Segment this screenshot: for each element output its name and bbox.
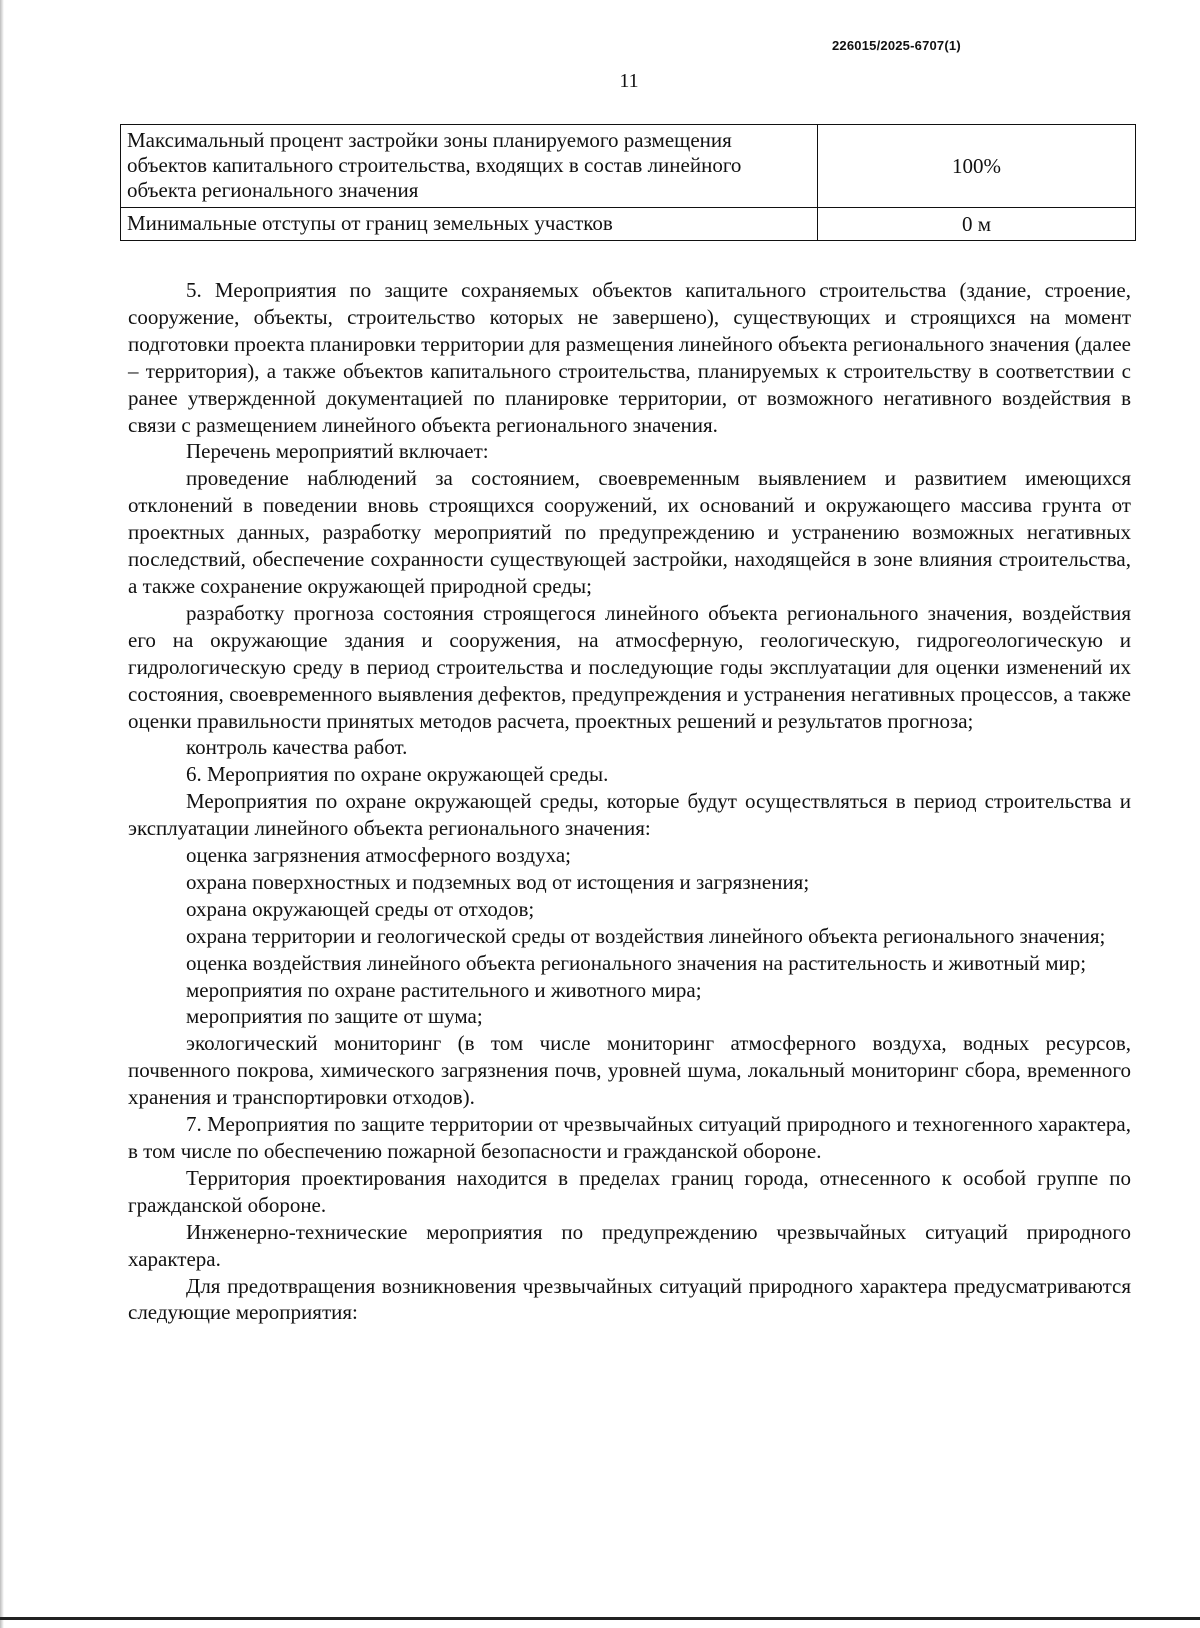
paragraph: Перечень мероприятий включает: (186, 439, 489, 464)
table-cell-value: 100% (818, 125, 1136, 208)
paragraph: охрана поверхностных и подземных вод от истощения и загрязнения; (186, 869, 810, 894)
paragraph: проведение наблюдений за состоянием, своевременным выявлением и развитием имеющихся отклонений в поведении вновь строящихся сооружений, их оснований и окружающего массива грунта от проектных данных, разработку мероприятий по предупреждению и устранению возможных негативных последствий, обеспечение сохранности существующей застройки, находящейся в зоне влияния строительства, а также сохранение окружающей природной среды; (128, 466, 1131, 598)
document-number: 226015/2025-6707(1) (832, 38, 961, 53)
paragraph: Инженерно-технические мероприятия по предупреждению чрезвычайных ситуаций природного характера. (128, 1219, 1131, 1271)
paragraph: 5. Мероприятия по защите сохраняемых объектов капитального строительства (здание, строение, сооружение, объекты, строительство которых не завершено), существующих и строящихся на момент подготовки проекта планировки территории для размещения линейного объекта регионального значения (далее – территория), а также объектов капитального строительства, планируемых к строительству в соответствии с ранее утвержденной документацией по планировке территории, от возможного негативного воздействия в связи с размещением линейного объекта регионального значения. (128, 278, 1131, 437)
paragraph: мероприятия по защите от шума; (186, 1004, 483, 1029)
paragraph: Территория проектирования находится в пределах границ города, отнесенного к особой группе по гражданской обороне. (128, 1165, 1131, 1217)
paragraph: 7. Мероприятия по защите территории от чрезвычайных ситуаций природного и техногенного характера, в том числе по обеспечению пожарной безопасности и гражданской обороне. (128, 1112, 1131, 1163)
paragraph: охрана окружающей среды от отходов; (186, 896, 535, 921)
paragraph: оценка загрязнения атмосферного воздуха; (186, 843, 571, 868)
document-body (128, 277, 1131, 1326)
paragraph: 6. Мероприятия по охране окружающей среды. (186, 762, 609, 787)
table-cell-parameter: Минимальные отступы от границ земельных участков (121, 208, 818, 241)
paragraph: оценка воздействия линейного объекта регионального значения на растительность и животный мир; (186, 950, 1087, 975)
table-row (121, 125, 1136, 208)
page-number: 11 (619, 70, 639, 92)
paragraph: разработку прогноза состояния строящегося линейного объекта регионального значения, воздействия его на окружающие здания и сооружения, на атмосферную, геологическую, гидрогеологическую и гидрологическую среду в период строительства и последующие годы эксплуатации для оценки изменений их состояния, своевременного выявления дефектов, предупреждения и устранения негативных процессов, а также оценки правильности принятых методов расчета, проектных решений и результатов прогноза; (128, 600, 1131, 733)
scan-edge (0, 0, 4, 1628)
paragraph: Мероприятия по охране окружающей среды, которые будут осуществляться в период строительства и эксплуатации линейного объекта регионального значения: (128, 789, 1131, 841)
paragraph: Для предотвращения возникновения чрезвычайных ситуаций природного характера предусматриваются следующие мероприятия: (128, 1273, 1131, 1325)
table-row (121, 208, 1136, 241)
paragraph: экологический мониторинг (в том числе мониторинг атмосферного воздуха, водных ресурсов, почвенного покрова, химического загрязнения почв, уровней шума, локальный мониторинг сбора, временного хранения и транспортировки отходов). (128, 1031, 1131, 1110)
paragraph: контроль качества работ. (186, 735, 408, 760)
paragraph: охрана территории и геологической среды от воздействия линейного объекта регионального значения; (186, 923, 1106, 948)
table-cell-value: 0 м (818, 208, 1136, 241)
table-cell-parameter: Максимальный процент застройки зоны планируемого размещения объектов капитального строительства, входящих в состав линейного объекта регионального значения (121, 125, 818, 208)
parameters-table (120, 124, 1136, 241)
scan-bottom-line (0, 1617, 1200, 1620)
paragraph: мероприятия по охране растительного и животного мира; (186, 977, 702, 1002)
